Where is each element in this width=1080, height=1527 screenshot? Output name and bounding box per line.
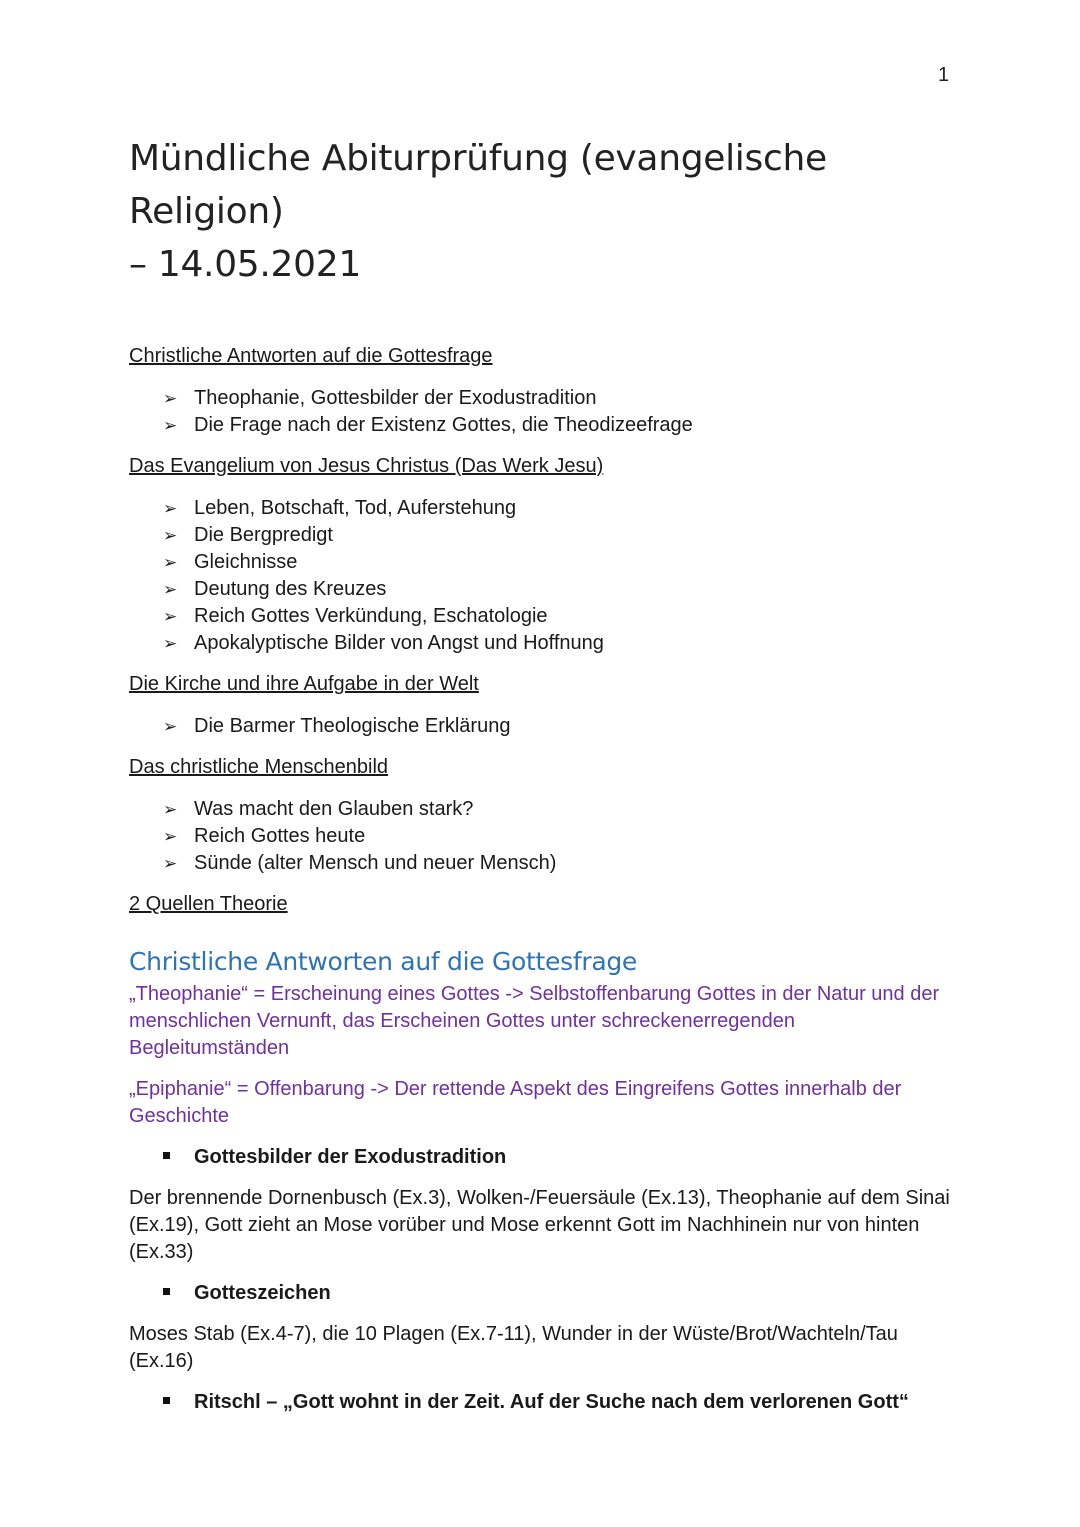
- paragraph-gotteszeichen: Moses Stab (Ex.4-7), die 10 Plagen (Ex.7-11), Wunder in der Wüste/Brot/Wachteln/Tau (Ex.16): [129, 1323, 898, 1372]
- list-item: ➢ Gleichnisse: [163, 549, 959, 576]
- sub-heading-gotteszeichen: Gotteszeichen: [163, 1280, 959, 1307]
- arrowhead-icon: ➢: [163, 634, 178, 653]
- arrowhead-icon: ➢: [163, 854, 178, 873]
- definition-epiphanie: „Epiphanie“ = Offenbarung -> Der rettende Aspekt des Eingreifens Gottes innerhalb der Geschichte: [129, 1078, 902, 1127]
- arrowhead-icon: ➢: [163, 389, 178, 408]
- list-item: ➢ Reich Gottes heute: [163, 823, 959, 850]
- section-heading: Christliche Antworten auf die Gottesfrage: [129, 947, 637, 976]
- list-item: ➢ Theophanie, Gottesbilder der Exodustradition: [163, 385, 959, 412]
- list-item: ➢ Reich Gottes Verkündung, Eschatologie: [163, 603, 959, 630]
- arrowhead-icon: ➢: [163, 607, 178, 626]
- toc-list-evangelium: [129, 495, 959, 657]
- list-item: ➢ Die Barmer Theologische Erklärung: [163, 713, 959, 740]
- list-item: ➢ Die Bergpredigt: [163, 522, 959, 549]
- toc-heading-gottesfrage: Christliche Antworten auf die Gottesfrage: [129, 345, 493, 367]
- toc-list-menschenbild: [129, 796, 959, 877]
- list-item: ➢ Was macht den Glauben stark?: [163, 796, 959, 823]
- arrowhead-icon: ➢: [163, 526, 178, 545]
- toc-heading-kirche: Die Kirche und ihre Aufgabe in der Welt: [129, 673, 479, 695]
- sub-heading-ritschl: Ritschl – „Gott wohnt in der Zeit. Auf der Suche nach dem verlorenen Gott“: [163, 1389, 959, 1416]
- toc-heading-evangelium: Das Evangelium von Jesus Christus (Das Werk Jesu): [129, 455, 604, 477]
- arrowhead-icon: ➢: [163, 416, 178, 435]
- toc-list-kirche: [129, 713, 959, 740]
- title-line-1: Mündliche Abiturprüfung (evangelische Religion): [129, 138, 827, 232]
- arrowhead-icon: ➢: [163, 827, 178, 846]
- page-number: 1: [938, 64, 950, 86]
- list-item: ➢ Leben, Botschaft, Tod, Auferstehung: [163, 495, 959, 522]
- arrowhead-icon: ➢: [163, 800, 178, 819]
- document-title: [129, 132, 959, 291]
- toc-heading-menschenbild: Das christliche Menschenbild: [129, 756, 389, 778]
- toc-heading-quellen: 2 Quellen Theorie: [129, 893, 288, 915]
- arrowhead-icon: ➢: [163, 717, 178, 736]
- definition-theophanie: „Theophanie“ = Erscheinung eines Gottes -> Selbstoffenbarung Gottes in der Natur und der menschlichen Vernunft, das Erscheinen Gottes unter schreckenerregenden Begleitumständen: [129, 983, 940, 1059]
- list-item: ➢ Apokalyptische Bilder von Angst und Hoffnung: [163, 630, 959, 657]
- arrowhead-icon: ➢: [163, 553, 178, 572]
- arrowhead-icon: ➢: [163, 580, 178, 599]
- square-bullet-icon: [163, 1397, 170, 1404]
- square-bullet-icon: [163, 1288, 170, 1295]
- document-body: [129, 132, 959, 1430]
- toc-list-gottesfrage: [129, 385, 959, 439]
- paragraph-exodustradition: Der brennende Dornenbusch (Ex.3), Wolken-/Feuersäule (Ex.13), Theophanie auf dem Sinai (Ex.19), Gott zieht an Mose vorüber und Mose erkennt Gott im Nachhinein nur von hinten (Ex.33): [129, 1187, 950, 1263]
- arrowhead-icon: ➢: [163, 499, 178, 518]
- square-bullet-icon: [163, 1152, 170, 1159]
- list-item: ➢ Die Frage nach der Existenz Gottes, die Theodizeefrage: [163, 412, 959, 439]
- title-line-2: – 14.05.2021: [129, 244, 361, 285]
- list-item: ➢ Sünde (alter Mensch und neuer Mensch): [163, 850, 959, 877]
- sub-heading-exodustradition: Gottesbilder der Exodustradition: [163, 1144, 959, 1171]
- list-item: ➢ Deutung des Kreuzes: [163, 576, 959, 603]
